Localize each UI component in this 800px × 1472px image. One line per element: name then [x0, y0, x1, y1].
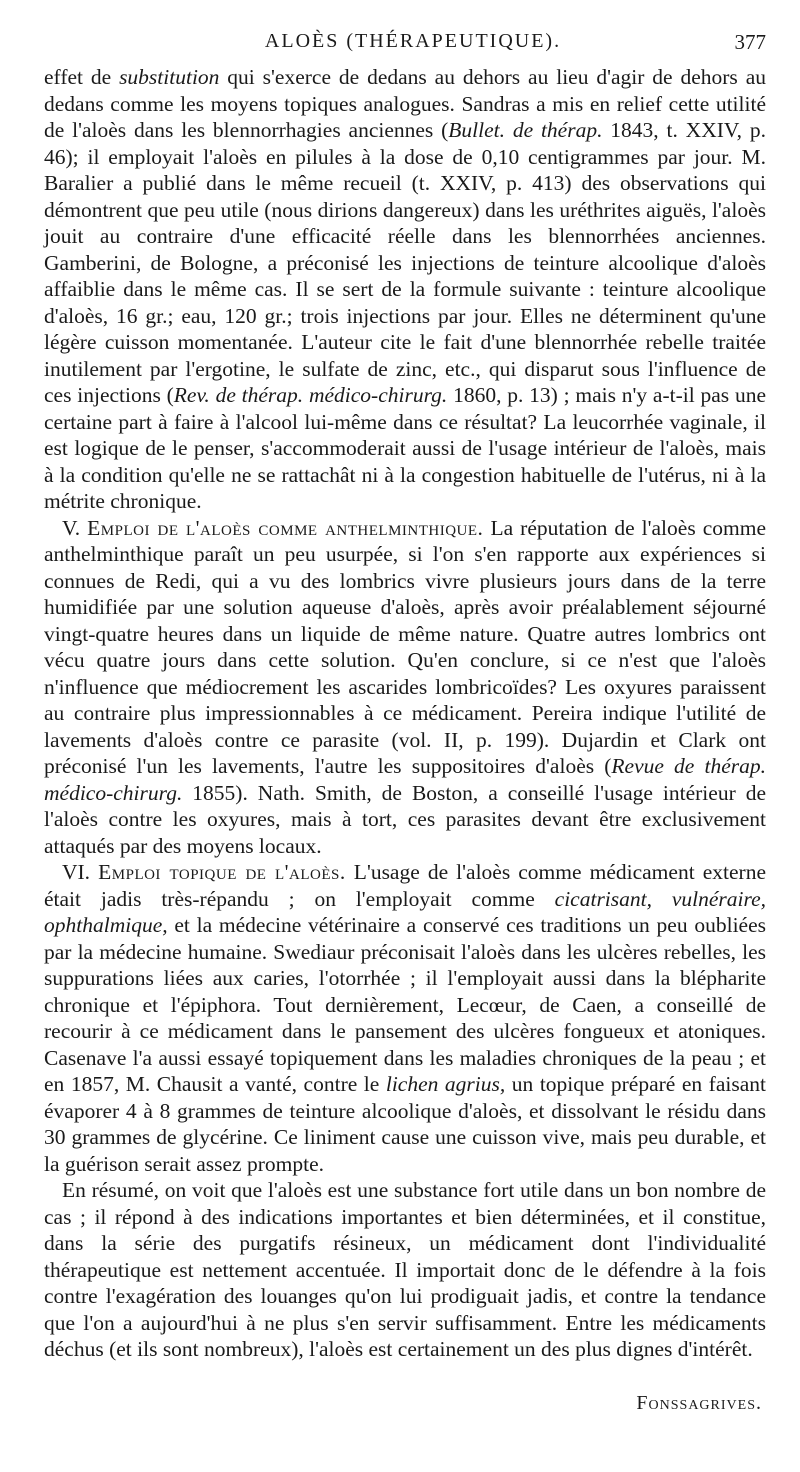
text-run: qui s'exerce de dedans au dehors au lieu d'agir de dehors au dedans comme les moyens topiques analogues. Sandras a mis en relief cette utilité de l'aloès dans les blennorrhagies anciennes ( — [44, 65, 766, 142]
text-run: 1843, t. XXIV, p. 46); il employait l'aloès en pilules à la dose de 0,10 centigrammes par jour. M. Baralier a publié dans le même recueil (t. XXIV, p. 413) des observations qui démontrent que peu utile (nous dirions dangereux) dans les uréthrites aiguës, l'aloès jouit au contraire d'une efficacité réelle dans les blennorrhées anciennes. Gamberini, de Bologne, a préconisé les injections de teinture alcoolique d'aloès affaiblie dans le même cas. Il se sert de la formule suivante : teinture alcoolique d'aloès, 16 gr.; eau, 120 gr.; trois injections par jour. Elles ne déterminent qu'une légère cuisson momentanée. L'auteur cite le fait d'une blennorrhée rebelle traitée inutilement par l'ergotine, le sulfate de zinc, etc., qui disparut sous l'influence de ces injections ( — [44, 118, 766, 407]
paragraph-anthelminthic — [44, 515, 766, 860]
page-number: 377 — [734, 30, 766, 54]
citation-italic: Revue de thérap. médico-chirurg. — [44, 754, 766, 805]
running-title: ALOÈS (THÉRAPEUTIQUE). — [264, 30, 562, 52]
text-run: En résumé, on voit que l'aloès est une substance fort utile dans un bon nombre de cas ; il répond à des indications importantes et bien déterminées, et il constitue, dans la série des purgatifs résineux, un médicament dont l'individualité thérapeutique est nettement accentuée. Il importait donc de le défendre à la fois contre l'exagération des louanges qu'on lui prodiguait jadis, et contre la tendance que l'on a aujourd'hui à ne plus s'en servir suffisamment. Entre les médicaments déchus (et ils sont nombreux), l'aloès est certainement un des plus dignes d'intérêt. — [44, 1178, 766, 1361]
text-run: 1860, p. 13) ; mais n'y a-t-il pas une certaine part à faire à l'alcool lui-même dans ce résultat? La leucorrhée vaginale, il est logique de le penser, s'accommoderait aussi de l'usage intérieur de l'aloès, mais à la condition qu'elle ne se rattachât ni à la congestion habituelle de l'utérus, ni à la métrite chronique. — [44, 383, 766, 513]
text-run: effet de — [44, 65, 120, 89]
paragraph-summary — [44, 1177, 766, 1363]
text-run: et la médecine vétérinaire a conservé ces traditions un peu oubliées par la médecine humaine. Swediaur préconisait l'aloès dans les ulcères rebelles, les suppurations liées aux caries, l'otorrhée ; il l'employait aussi dans la blépharite chronique et l'épiphora. Tout dernièrement, Lecœur, de Caen, a conseillé de recourir à ce médicament dans le pansement des ulcères fongueux et atoniques. Casenave l'a aussi essayé topiquement dans les maladies chroniques de la peau ; et en 1857, M. Chausit a vanté, contre le — [44, 913, 766, 1096]
italic-term: lichen agrius, — [385, 1072, 506, 1096]
running-header — [60, 30, 766, 56]
section-heading: Emploi de l'aloès comme anthelminthique. — [87, 515, 484, 540]
section-number: V. — [62, 515, 88, 540]
section-number: VI. — [62, 860, 99, 884]
section-heading: Emploi topique de l'aloès. — [98, 860, 346, 884]
author-signature: Fonssagrives. — [636, 1392, 762, 1414]
paragraph-topical-use — [44, 859, 766, 1177]
italic-term: substitution — [119, 65, 220, 89]
citation-italic: Rev. de thérap. médico-chirurg. — [173, 383, 448, 407]
body-text — [44, 64, 766, 1363]
paragraph-urethritis — [44, 64, 766, 515]
citation-italic: Bullet. de thérap. — [448, 118, 603, 142]
italic-term: cicatrisant, vulnéraire, ophthalmique, — [44, 886, 766, 937]
text-run: 1855). Nath. Smith, de Boston, a conseillé l'usage intérieur de l'aloès contre les oxyures, mais à tort, ces parasites devant être exclusivement attaqués par des moyens locaux. — [44, 780, 766, 858]
text-run: un topique préparé en faisant évaporer 4 à 8 grammes de teinture alcoolique d'aloès, et dissolvant le résidu dans 30 grammes de glycérine. Ce liniment cause une cuisson vive, mais peu durable, et la guérison serait assez prompte. — [44, 1072, 766, 1176]
text-run: La réputation de l'aloès comme anthelminthique paraît un peu usurpée, si l'on s'en rapporte aux expériences si connues de Redi, qui a vu des lombrics vivre plusieurs jours dans de la terre humidifiée par une solution aqueuse d'aloès, après avoir préalablement séjourné vingt-quatre heures dans un liquide de même nature. Quatre autres lombrics ont vécu quatre jours dans cette solution. Qu'en conclure, si ce n'est que l'aloès n'influence que médiocrement les ascarides lombricoïdes? Les oxyures paraissent au contraire plus impressionnables à ce médicament. Pereira indique l'utilité de lavements d'aloès contre ce parasite (vol. II, p. 199). Dujardin et Clark ont préconisé l'un les lavements, l'autre les suppositoires d'aloès ( — [44, 515, 766, 778]
text-run: L'usage de l'aloès comme médicament externe était jadis très-répandu ; on l'employait comme — [44, 860, 766, 911]
